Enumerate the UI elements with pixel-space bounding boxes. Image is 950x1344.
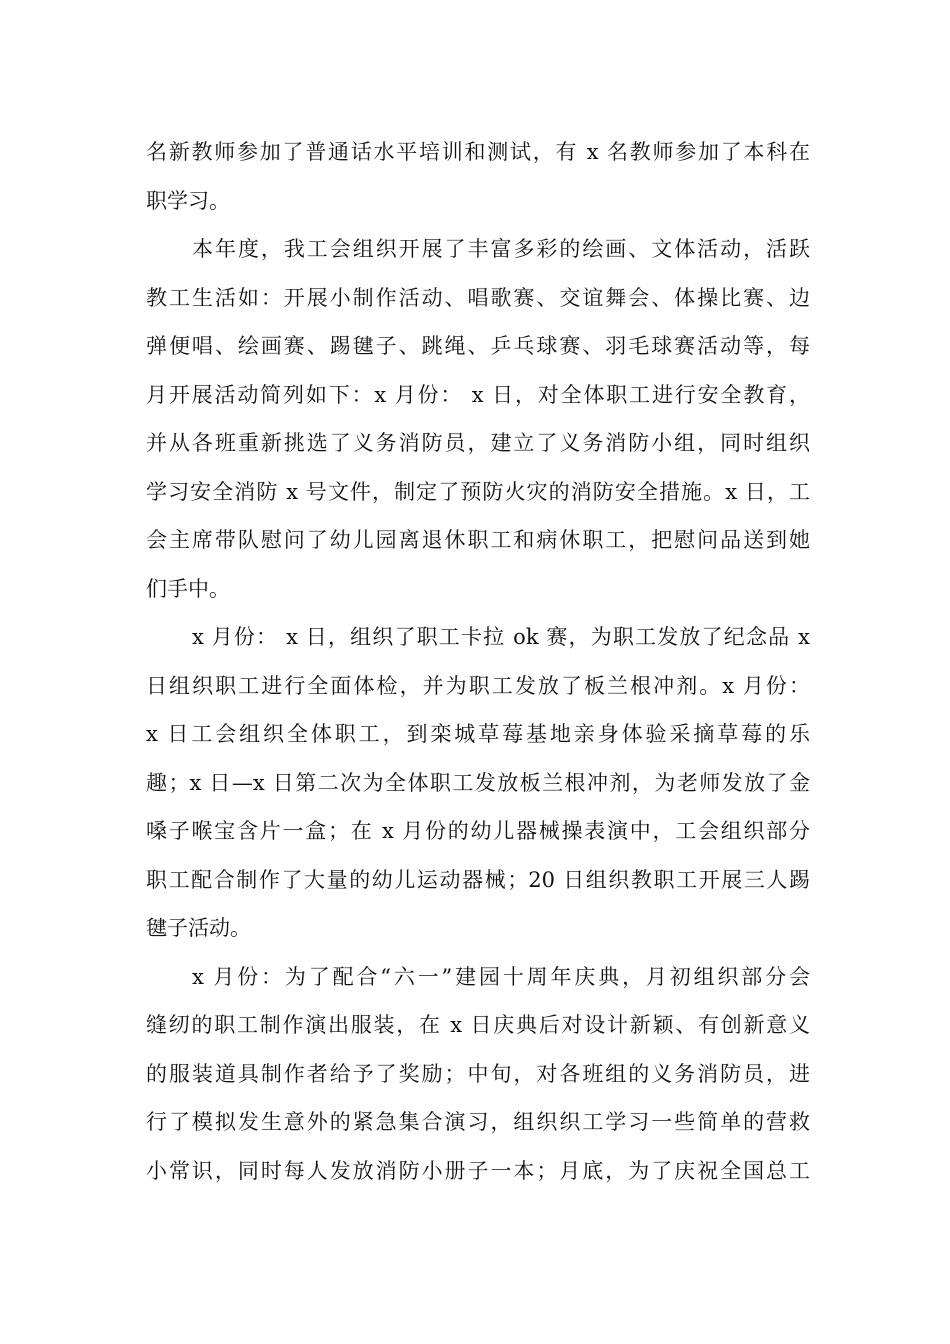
text-line: 毽子活动。 <box>146 916 251 940</box>
text-line: 并从各班重新挑选了义务消防员，建立了义务消防小组，同时组织 <box>146 431 810 455</box>
text-line: 学习安全消防 x 号文件，制定了预防火灾的消防安全措施。x 日，工 <box>146 479 810 504</box>
text-line: 教工生活如：开展小制作活动、唱歌赛、交谊舞会、体操比赛、边 <box>146 285 810 310</box>
text-line: 职学习。 <box>146 188 230 213</box>
text-line: x 月份：为了配合“六一”建园十周年庆典，月初组织部分会 <box>192 964 810 989</box>
text-line: 们手中。 <box>146 576 230 601</box>
document-body <box>146 128 810 1195</box>
text-line: 缝纫的职工制作演出服装，在 x 日庆典后对设计新颖、有创新意义 <box>146 1013 810 1037</box>
text-line: x 月份： x 日，组织了职工卡拉 ok 赛，为职工发放了纪念品 x <box>192 625 810 649</box>
text-line: 的服装道具制作者给予了奖励；中旬，对各班组的义务消防员，进 <box>146 1061 810 1086</box>
text-line: 弹便唱、绘画赛、踢毽子、跳绳、乒乓球赛、羽毛球赛活动等，每 <box>146 334 810 358</box>
text-line: 日组织职工进行全面体检，并为职工发放了板兰根冲剂。x 月份： <box>146 673 810 698</box>
text-line: 小常识，同时每人发放消防小册子一本；月底，为了庆祝全国总工 <box>146 1158 810 1183</box>
text-line: 本年度，我工会组织开展了丰富多彩的绘画、文体活动，活跃 <box>192 237 810 261</box>
text-line: 嗓子喉宝含片一盒；在 x 月份的幼儿器械操表演中，工会组织部分 <box>146 819 810 843</box>
text-line: 职工配合制作了大量的幼儿运动器械；20 日组织教职工开展三人踢 <box>146 867 810 892</box>
text-line: 行了模拟发生意外的紧急集合演习，组织织工学习一些简单的营救 <box>146 1110 810 1134</box>
text-line: 名新教师参加了普通话水平培训和测试，有 x 名教师参加了本科在 <box>146 140 810 164</box>
text-line: 月开展活动简列如下：x 月份： x 日，对全体职工进行安全教育， <box>146 382 810 407</box>
text-line: x 日工会组织全体职工，到栾城草莓基地亲身体验采摘草莓的乐 <box>146 722 810 746</box>
text-line: 趣；x 日—x 日第二次为全体职工发放板兰根冲剂，为老师发放了金 <box>146 770 810 795</box>
text-line: 会主席带队慰问了幼儿园离退休职工和病休职工，把慰问品送到她 <box>146 528 810 552</box>
